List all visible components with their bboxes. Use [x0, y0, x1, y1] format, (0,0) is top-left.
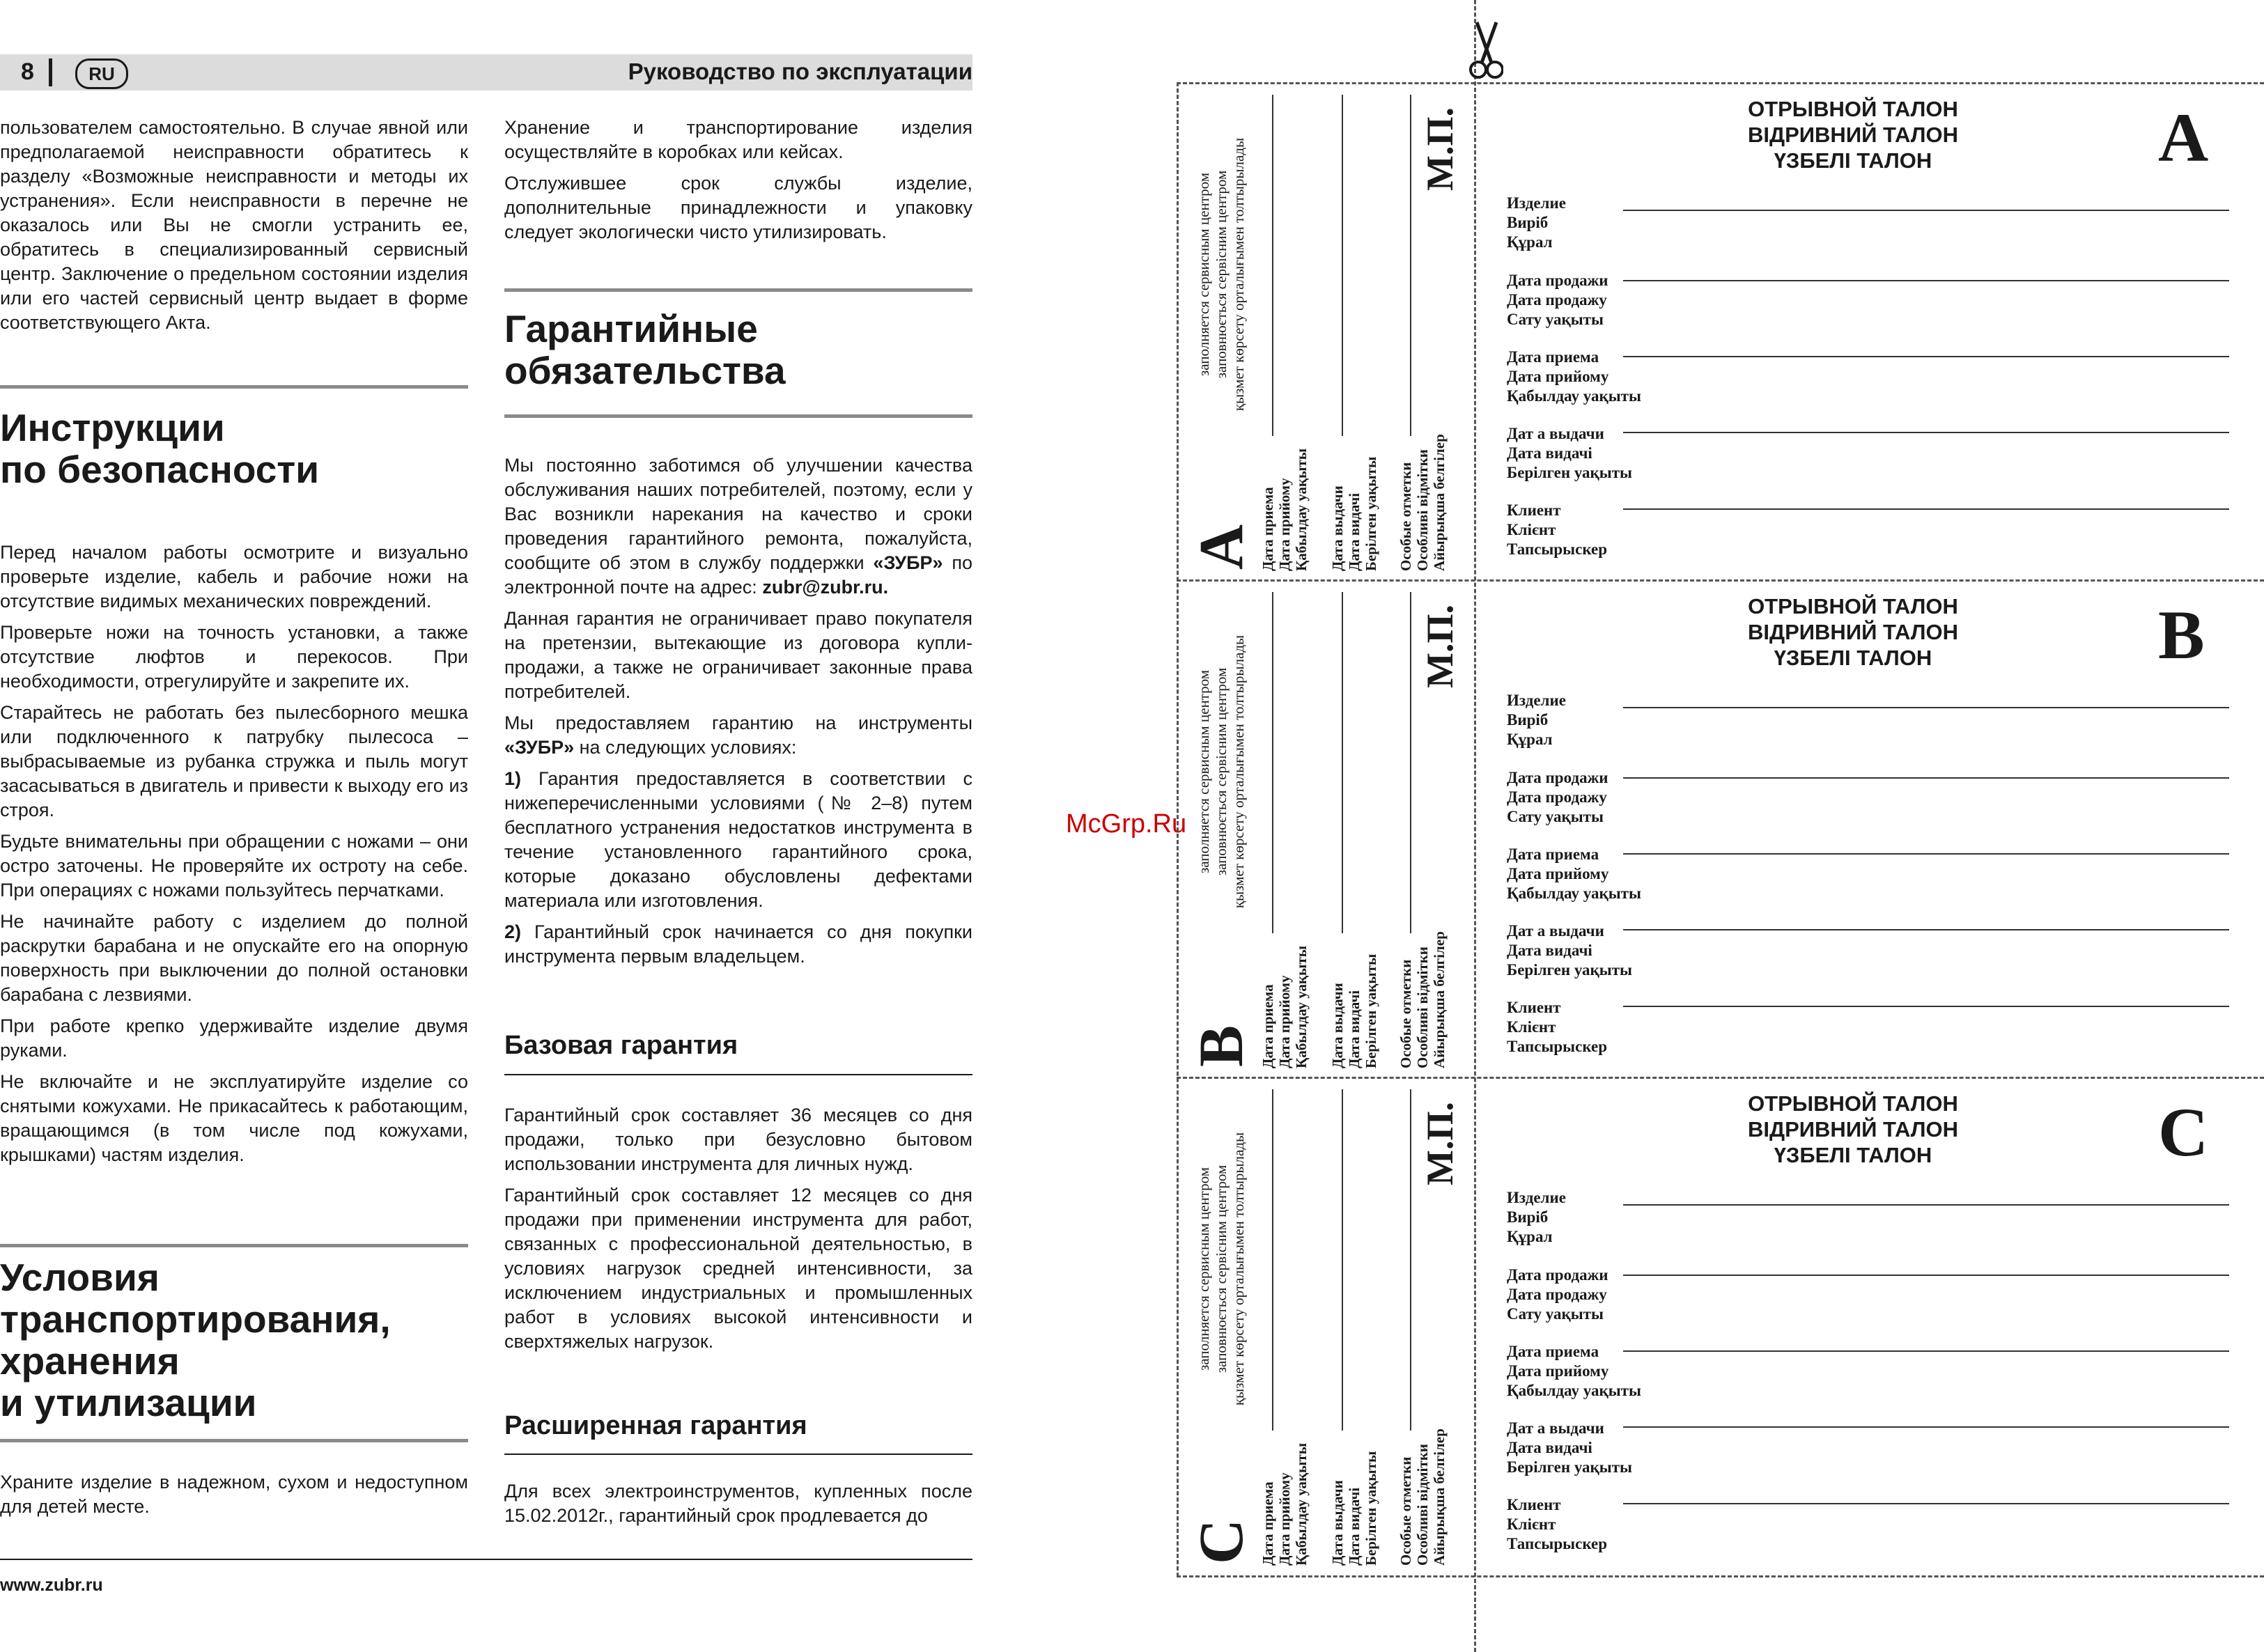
stub-field-line: Дата видачі: [1346, 990, 1363, 1068]
stub-service-note: [1195, 632, 1248, 911]
coupon-field-label: [1507, 424, 1632, 483]
stub-letter: C: [1187, 1519, 1256, 1564]
stub-field-line: Особые отметки: [1397, 959, 1414, 1068]
field-label-line: Дата видачі: [1507, 942, 1592, 959]
condition-text: Гарантия предоставляется в соответствии с нижеперечисленными условиями (№ 2–8) путем бесплатного устранения недостатков инструмента в течение установленного гарантийного срока, которые доказано обусловлены дефектами материала или изготовления.: [504, 768, 972, 911]
stub-field-line: Берілген уақыты: [1363, 456, 1379, 571]
extended-warranty-paragraph: Для всех электроинструментов, купленных после 15.02.2012г., гарантийный срок продлевается до: [504, 1481, 972, 1526]
warranty-paragraph-2: Данная гарантия не ограничивает право покупателя на претензии, вытекающие из договора купли-продажи, а также не ограничивает законные права потребителей.: [504, 608, 972, 702]
stub-service-line: заполняется сервисным центром: [1195, 669, 1212, 874]
safety-heading-line-2: по безопасности: [0, 448, 320, 491]
stub-service-line: заповнюється сервісним центром: [1213, 667, 1230, 876]
coupon-field-line[interactable]: [1623, 853, 2229, 855]
field-label-line: Берілген уақыты: [1507, 961, 1633, 979]
coupon-field-label: [1507, 348, 1641, 406]
stub-field-line[interactable]: [1342, 1089, 1343, 1431]
coupon-field-label: [1507, 998, 1607, 1057]
field-label-line: Дата продажу: [1507, 291, 1607, 309]
field-label-line: Тапсырыскер: [1507, 1535, 1608, 1552]
section-rule: [0, 385, 468, 389]
stub-letter: A: [1187, 524, 1256, 570]
safety-paragraph: Старайтесь не работать без пылесборного мешка или подключенного к патрубку пылесоса – выбрасываемые из рубанка стружка и пыль могут засасываться в двигатель и привести к выходу его из строя.: [0, 702, 468, 820]
field-label-line: Виріб: [1507, 711, 1549, 728]
stub-field-line: Дата видачі: [1346, 1487, 1363, 1566]
transport-heading-line: транспортирования,: [0, 1298, 391, 1341]
brand-name: «ЗУБР»: [873, 552, 943, 573]
coupon-title-line: ҮЗБЕЛІ ТАЛОН: [1774, 148, 1932, 173]
stub-field-line: Айырықша белгілер: [1431, 931, 1448, 1068]
safety-paragraph: При работе крепко удерживайте изделие двумя руками.: [0, 1015, 468, 1061]
stub-field-line: Особые отметки: [1397, 462, 1414, 571]
coupon-field-label: [1507, 845, 1641, 903]
field-label-line: Дата прийому: [1507, 1362, 1609, 1380]
stub-field-line[interactable]: [1342, 592, 1343, 933]
warranty-heading: [504, 308, 972, 391]
stub-field-line: Дата выдачи: [1329, 485, 1346, 571]
coupon-field-label: [1507, 194, 1566, 252]
base-warranty-paragraph: Гарантийный срок составляет 12 месяцев со дня продажи при применении инструмента для работ, связанных с профессиональной деятельностью, в условиях нагрузок средней интенсивности, за исключением индустриальных и промышленных работ в условиях высокой интенсивности и сверхтяжелых нагрузок.: [504, 1185, 972, 1352]
warranty-text: [504, 453, 972, 976]
watermark: McGrp.Ru: [1066, 809, 1187, 839]
field-label-line: Виріб: [1507, 214, 1549, 231]
extended-warranty-text: [504, 1479, 972, 1535]
coupon-letter: B: [2158, 596, 2205, 673]
field-label-line: Изделие: [1507, 692, 1566, 709]
stub-service-line: қызмет көрсету орталығымен толтырылады: [1230, 137, 1247, 412]
coupon-field-line[interactable]: [1623, 707, 2229, 708]
coupon-field-label: [1507, 501, 1607, 559]
language-badge: RU: [75, 59, 128, 89]
stub-service-line: заполняется сервисным центром: [1195, 1167, 1212, 1371]
field-label-line: Дата видачі: [1507, 1439, 1592, 1456]
condition-number: 2): [504, 921, 522, 942]
coupon-field-label: [1507, 1495, 1607, 1554]
coupon-field-line[interactable]: [1623, 280, 2229, 281]
transport-heading: [0, 1256, 468, 1424]
field-label-line: Дата продажи: [1507, 272, 1608, 289]
stub-marks: [1397, 1428, 1448, 1566]
intro-paragraph: пользователем самостоятельно. В случае явной или предполагаемой неисправности обратитесь к разделу «Возможные неисправности и методы их устранения». Если неисправности в перечне не оказалось или Вы не смогли устранить ее, обратитесь в специализированный сервисный центр. Заключение о предельном состоянии изделия или его частей сервисный центр выдает в форме соответствующего Акта.: [0, 117, 468, 333]
stub-field-line: Дата прийому: [1276, 1472, 1293, 1566]
coupon-divider: [1177, 1077, 2264, 1079]
coupon-title-line: ОТРЫВНОЙ ТАЛОН: [1748, 594, 1958, 618]
stub-field-line[interactable]: [1410, 1089, 1411, 1431]
safety-paragraph: Не начинайте работу с изделием до полной раскрутки барабана и не опускайте его на опорную поверхность при выключении до полной остановки барабана с лезвиями.: [0, 911, 468, 1005]
safety-heading-line-1: Инструкции: [0, 406, 225, 449]
field-label-line: Дат а выдачи: [1507, 425, 1604, 442]
field-label-line: Дата видачі: [1507, 444, 1592, 462]
field-label-line: Сату уақыты: [1507, 808, 1604, 825]
transport-heading-line: Условия: [0, 1256, 160, 1299]
field-label-line: Дат а выдачи: [1507, 922, 1604, 940]
stub-field-line: Дата приема: [1259, 984, 1276, 1068]
warranty-paragraph-3: [504, 711, 972, 760]
coupon-letter: C: [2158, 1093, 2209, 1171]
base-warranty-paragraph: Гарантийный срок составляет 36 месяцев со дня продажи, только при безусловно бытовом использовании инструмента для личных нужд.: [504, 1105, 972, 1174]
stub-field-line: Қабылдау уақыты: [1293, 448, 1310, 571]
field-label-line: Тапсырыскер: [1507, 1038, 1608, 1055]
stub-receive-date: [1259, 946, 1310, 1068]
coupon-field-line[interactable]: [1623, 777, 2229, 779]
extended-warranty-heading: [504, 1411, 972, 1440]
stub-marks: [1397, 931, 1448, 1068]
stub-field-line: Особливі відмітки: [1414, 946, 1431, 1068]
storage-paragraph: Отслужившее срок службы изделие, дополнительные принадлежности и упаковку следует экологически чисто утилизировать.: [504, 173, 972, 242]
heading-underline: [504, 1074, 972, 1075]
stub-receive-date: [1259, 449, 1310, 571]
stub-field-line[interactable]: [1272, 1089, 1273, 1431]
field-label-line: Құрал: [1507, 233, 1553, 251]
section-rule: [0, 1439, 468, 1442]
section-rule: [504, 414, 972, 418]
coupon-border-bottom: [1177, 1575, 2264, 1577]
stub-field-line: Особливі відмітки: [1414, 449, 1431, 571]
safety-paragraph: Перед началом работы осмотрите и визуально проверьте изделие, кабель и рабочие ножи на отсутствие видимых механических повреждений.: [0, 542, 468, 611]
coupon-border-left: [1177, 82, 1179, 1577]
stub-service-line: қызмет көрсету орталығымен толтырылады: [1230, 634, 1247, 909]
coupon-field-line[interactable]: [1623, 1503, 2229, 1504]
stub-service-line: заполняется сервисным центром: [1195, 172, 1212, 377]
coupon-title: [1505, 1091, 2201, 1168]
stamp-placeholder: М.П.: [1419, 1102, 1461, 1185]
field-label-line: Қабылдау уақыты: [1507, 885, 1641, 902]
coupon-field-line[interactable]: [1623, 1275, 2229, 1276]
stub-field-line[interactable]: [1272, 95, 1273, 436]
stub-field-line: Дата прийому: [1276, 975, 1293, 1068]
stub-issue-date: [1329, 457, 1379, 571]
field-label-line: Дата приема: [1507, 348, 1599, 366]
field-label-line: Клієнт: [1507, 521, 1556, 538]
field-label-line: Құрал: [1507, 731, 1553, 748]
column-1-intro: [0, 116, 468, 342]
coupon-title: [1505, 593, 2201, 671]
coupon-field-line[interactable]: [1623, 1350, 2229, 1352]
condition-text: Гарантийный срок начинается со дня покупки инструмента первым владельцем.: [504, 921, 972, 967]
coupon-divider: [1177, 579, 2264, 582]
field-label-line: Дата продажу: [1507, 788, 1607, 806]
field-label-line: Дата прийому: [1507, 865, 1609, 882]
condition-1: [504, 767, 972, 913]
field-label-line: Дат а выдачи: [1507, 1419, 1604, 1437]
stub-service-line: қызмет көрсету орталығымен толтырылады: [1230, 1132, 1247, 1406]
coupon-field-label: [1507, 1265, 1608, 1324]
stub-service-note: [1195, 135, 1248, 414]
storage-paragraph: Хранение и транспортирование изделия осуществляйте в коробках или кейсах.: [504, 117, 972, 162]
stamp-placeholder: М.П.: [1419, 107, 1461, 191]
warranty-p1-mid: по электронной почте на адрес:: [504, 552, 972, 598]
coupon-title-line: ҮЗБЕЛІ ТАЛОН: [1774, 1143, 1932, 1167]
stub-field-line: Особые отметки: [1397, 1456, 1414, 1566]
stub-field-line[interactable]: [1410, 95, 1411, 436]
footer-website: www.zubr.ru: [0, 1575, 103, 1595]
field-label-line: Дата продажи: [1507, 1266, 1608, 1284]
base-warranty-heading: [504, 1031, 972, 1060]
safety-paragraphs: [0, 540, 468, 1174]
field-label-line: Клієнт: [1507, 1018, 1556, 1036]
storage-text: [504, 116, 972, 251]
warranty-paragraph-1: [504, 453, 972, 600]
coupon-title: [1505, 96, 2201, 173]
scissors-icon: [1468, 20, 1503, 86]
stub-field-line: Берілген уақыты: [1363, 953, 1379, 1068]
coupon-field-label: [1507, 1188, 1566, 1247]
coupon-field-label: [1507, 921, 1632, 980]
stub-issue-date: [1329, 954, 1379, 1068]
stub-field-line: Дата выдачи: [1329, 1480, 1346, 1566]
coupon-title-line: ВІДРИВНИЙ ТАЛОН: [1748, 620, 1958, 644]
stub-field-line: Айырықша белгілер: [1431, 1428, 1448, 1566]
stub-field-line: Дата выдачи: [1329, 983, 1346, 1068]
coupon-field-line[interactable]: [1623, 1006, 2229, 1007]
stamp-placeholder: М.П.: [1419, 605, 1461, 688]
coupon-title-line: ВІДРИВНИЙ ТАЛОН: [1748, 1117, 1958, 1141]
field-label-line: Дата продажу: [1507, 1286, 1607, 1303]
base-warranty-text: [504, 1103, 972, 1361]
field-label-line: Қабылдау уақыты: [1507, 1382, 1641, 1399]
safety-paragraph: Не включайте и не эксплуатируйте изделие со снятыми кожухами. Не прикасайтесь к работающим, вращающимся (в том числе под кожухами, крышками) частям изделия.: [0, 1071, 468, 1165]
transport-heading-line: и утилизации: [0, 1381, 257, 1424]
stub-field-line: Берілген уақыты: [1363, 1451, 1379, 1566]
field-label-line: Құрал: [1507, 1228, 1553, 1245]
stub-field-line[interactable]: [1410, 592, 1411, 933]
warranty-p3-text: Мы предоставляем гарантию на инструменты: [504, 712, 972, 733]
field-label-line: Сату уақыты: [1507, 1305, 1604, 1323]
warranty-p3-end: на следующих условиях:: [574, 737, 797, 758]
section-rule: [0, 1244, 468, 1247]
stub-service-line: заповнюється сервісним центром: [1213, 1164, 1230, 1373]
footer-rule: [0, 1559, 972, 1560]
stub-service-note: [1195, 1130, 1248, 1408]
stub-field-line: Дата видачі: [1346, 492, 1363, 571]
safety-paragraph: Проверьте ножи на точность установки, а также отсутствие люфтов и перекосов. При необходимости, отрегулируйте и закрепите их.: [0, 622, 468, 692]
coupon-title-line: ОТРЫВНОЙ ТАЛОН: [1748, 97, 1958, 121]
stub-field-line[interactable]: [1342, 95, 1343, 436]
safety-heading: [0, 407, 468, 490]
field-label-line: Дата продажи: [1507, 769, 1608, 786]
field-label-line: Дата прийому: [1507, 368, 1609, 385]
stub-marks: [1397, 434, 1448, 571]
stub-field-line: Дата приема: [1259, 1481, 1276, 1566]
coupon-field-line[interactable]: [1623, 508, 2229, 510]
stub-field-line: Айырықша белгілер: [1431, 434, 1448, 571]
page-number: 8: [21, 59, 34, 85]
extended-warranty-title: Расширенная гарантия: [504, 1411, 807, 1440]
field-label-line: Берілген уақыты: [1507, 1458, 1633, 1476]
field-label-line: Сату уақыты: [1507, 311, 1604, 328]
condition-2: [504, 920, 972, 969]
warranty-heading-line: Гарантийные: [504, 307, 758, 350]
coupon-field-label: [1507, 691, 1566, 749]
warranty-p1-text: Мы постоянно заботимся об улучшении качества обслуживания наших потребителей, поэтому, если у Вас возникли нарекания на качество и сроки проведения гарантийного ремонта, пожалуйста, сообщите об этом в службу поддержки: [504, 455, 972, 573]
stub-service-line: заповнюється сервісним центром: [1213, 170, 1230, 379]
coupon-title-line: ҮЗБЕЛІ ТАЛОН: [1774, 646, 1932, 670]
field-label-line: Тапсырыскер: [1507, 540, 1608, 558]
heading-underline: [504, 1454, 972, 1455]
stub-field-line[interactable]: [1272, 592, 1273, 933]
coupon-field-line[interactable]: [1623, 210, 2229, 211]
coupon-field-line[interactable]: [1623, 356, 2229, 357]
stub-issue-date: [1329, 1451, 1379, 1566]
document-title: Руководство по эксплуатации: [628, 59, 972, 84]
transport-text: [0, 1470, 468, 1526]
coupon-letter: A: [2158, 99, 2209, 176]
header-divider: [49, 59, 52, 86]
field-label-line: Дата приема: [1507, 846, 1599, 863]
stub-letter: B: [1187, 1024, 1256, 1067]
safety-paragraph: Будьте внимательны при обращении с ножами – они остро заточены. Не проверяйте их остроту на себе. При операциях с ножами пользуйтесь перчатками.: [0, 831, 468, 901]
coupon-field-line[interactable]: [1623, 929, 2229, 930]
warranty-heading-line: обязательства: [504, 349, 786, 392]
cut-line-vertical: [1474, 0, 1476, 1652]
field-label-line: Клиент: [1507, 1496, 1561, 1513]
stub-receive-date: [1259, 1443, 1310, 1566]
field-label-line: Дата приема: [1507, 1343, 1599, 1360]
coupon-title-line: ОТРЫВНОЙ ТАЛОН: [1748, 1091, 1958, 1116]
stub-field-line: Дата приема: [1259, 487, 1276, 571]
field-label-line: Виріб: [1507, 1208, 1549, 1226]
coupon-border-top: [1177, 82, 2264, 84]
field-label-line: Берілген уақыты: [1507, 464, 1633, 481]
field-label-line: Қабылдау уақыты: [1507, 387, 1641, 405]
coupon-field-line[interactable]: [1623, 1426, 2229, 1428]
support-email: zubr@zubr.ru.: [762, 577, 889, 598]
field-label-line: Изделие: [1507, 194, 1566, 212]
coupon-field-label: [1507, 1419, 1632, 1477]
field-label-line: Клієнт: [1507, 1515, 1556, 1533]
stub-field-line: Қабылдау уақыты: [1293, 945, 1310, 1068]
transport-heading-line: хранения: [0, 1339, 180, 1382]
coupon-field-label: [1507, 1342, 1641, 1401]
transport-paragraph: Храните изделие в надежном, сухом и недоступном для детей месте.: [0, 1472, 468, 1517]
field-label-line: Клиент: [1507, 999, 1561, 1016]
field-label-line: Клиент: [1507, 501, 1561, 519]
section-rule: [504, 288, 972, 292]
brand-name: «ЗУБР»: [504, 737, 575, 758]
coupon-field-line[interactable]: [1623, 432, 2229, 433]
stub-field-line: Қабылдау уақыты: [1293, 1442, 1310, 1566]
coupon-title-line: ВІДРИВНИЙ ТАЛОН: [1748, 123, 1958, 147]
stub-field-line: Особливі відмітки: [1414, 1444, 1431, 1566]
stub-field-line: Дата прийому: [1276, 478, 1293, 571]
condition-number: 1): [504, 768, 522, 789]
base-warranty-title: Базовая гарантия: [504, 1031, 738, 1060]
field-label-line: Изделие: [1507, 1189, 1566, 1206]
coupon-field-line[interactable]: [1623, 1204, 2229, 1206]
coupon-field-label: [1507, 768, 1608, 827]
coupon-field-label: [1507, 271, 1608, 329]
